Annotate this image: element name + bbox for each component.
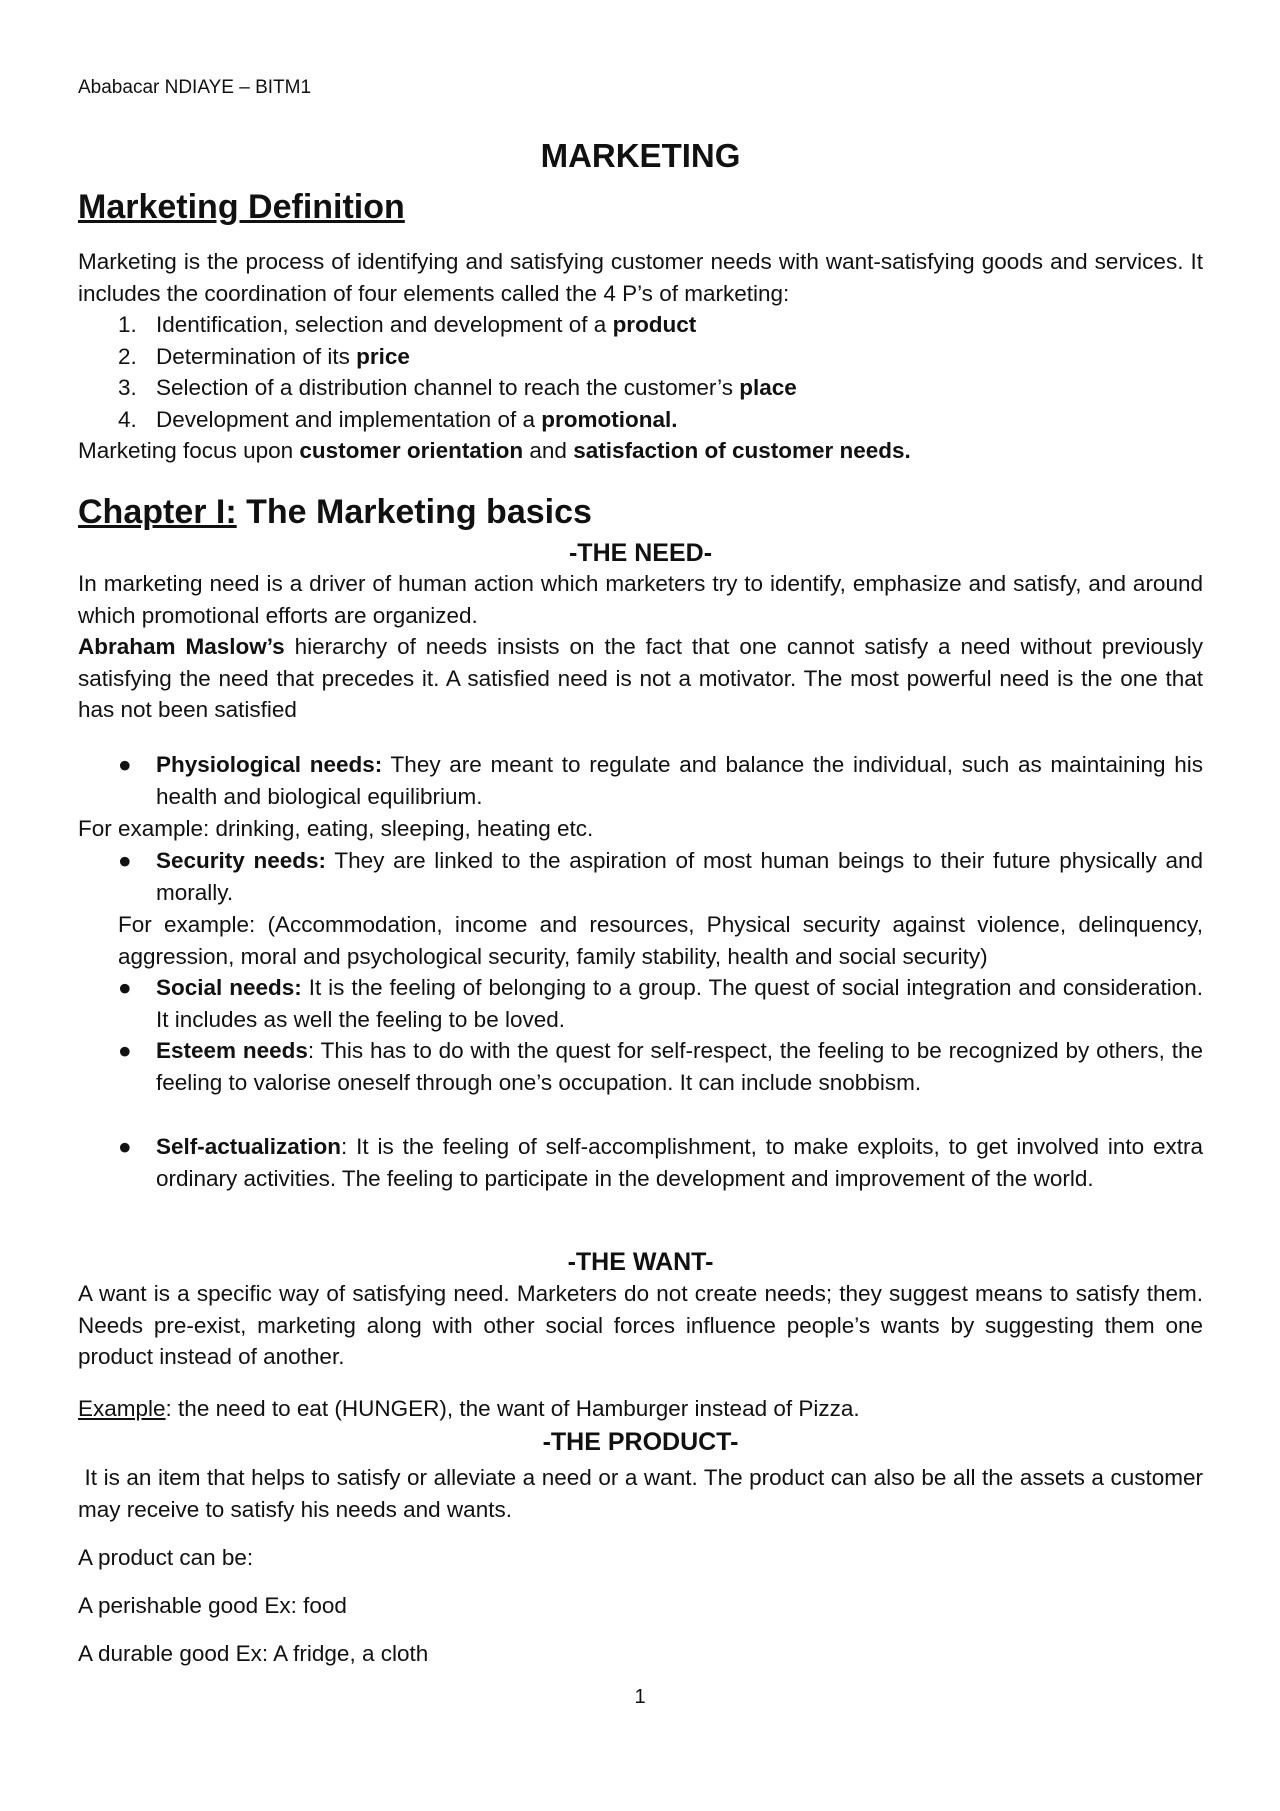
need-paragraph: In marketing need is a driver of human action which marketers try to identify, emphasize and satisfy, and around which promotional efforts are organized.: [78, 571, 1203, 628]
chapter-heading: Chapter I: The Marketing basics: [78, 493, 592, 531]
product-durable: A durable good Ex: A fridge, a cloth: [78, 1641, 429, 1666]
definition-heading: [78, 186, 405, 228]
needs-list-self-actualization: [78, 1131, 1203, 1194]
definition-focus: Marketing focus upon customer orientation and satisfaction of customer needs.: [78, 438, 911, 463]
list-item: ● Physiological needs: They are meant to regulate and balance the individual, such as maintaining his health and biological equilibrium.: [118, 752, 1203, 809]
list-item: ● Security needs: They are linked to the aspiration of most human beings to their future physically and morally.: [118, 848, 1203, 905]
product-can-be: A product can be:: [78, 1545, 254, 1570]
list-item: 1. Identification, selection and development of a product: [118, 312, 697, 337]
needs-list-physiological: [78, 749, 1203, 812]
security-example: For example: (Accommodation, income and resources, Physical security against violence, delinquency, aggression, moral and psychological security, family stability, health and social security): [118, 912, 1203, 969]
product-perishable: A perishable good Ex: food: [78, 1593, 347, 1618]
definition-intro: Marketing is the process of identifying and satisfying customer needs with want-satisfying goods and services. It includes the coordination of four elements called the 4 P’s of marketing:: [78, 249, 1203, 306]
physiological-example: For example: drinking, eating, sleeping, heating etc.: [78, 816, 594, 841]
four-ps-list: [78, 309, 1203, 435]
list-item: 2. Determination of its price: [118, 343, 410, 369]
want-paragraph: A want is a specific way of satisfying need. Marketers do not create needs; they suggest means to satisfy them. Needs pre-exist, marketing along with other social forces influence people’s wants by suggesting them one product instead of another.: [78, 1281, 1203, 1369]
list-item: 3. Selection of a distribution channel to reach the customer’s place: [118, 375, 797, 400]
need-heading: -THE NEED-: [568, 539, 713, 567]
needs-list-security: [78, 845, 1203, 908]
needs-list-social-esteem: [78, 972, 1203, 1098]
document-title: MARKETING: [540, 137, 741, 174]
list-item: ● Self-actualization: It is the feeling of self-accomplishment, to make exploits, to get involved into extra ordinary activities. The feeling to participate in the development and improvement of the world.: [118, 1134, 1203, 1191]
product-heading: -THE PRODUCT-: [542, 1428, 739, 1456]
want-heading: -THE WANT-: [567, 1248, 714, 1276]
list-item: ● Social needs: It is the feeling of belonging to a group. The quest of social integration and consideration. It includes as well the feeling to be loved.: [118, 975, 1203, 1032]
page-number: 1: [634, 1686, 646, 1708]
product-paragraph: It is an item that helps to satisfy or alleviate a need or a want. The product can also be all the assets a customer may receive to satisfy his needs and wants.: [78, 1465, 1210, 1522]
maslow-paragraph: Abraham Maslow’s hierarchy of needs insists on the fact that one cannot satisfy a need without previously satisfying the need that precedes it. A satisfied need is not a motivator. The most powerful need is the one that has not been satisfied: [78, 634, 1203, 722]
page-header: Ababacar NDIAYE – BITM1: [78, 77, 312, 98]
list-item: 4. Development and implementation of a promotional.: [118, 406, 678, 432]
want-example: Example: the need to eat (HUNGER), the want of Hamburger instead of Pizza.: [78, 1396, 860, 1421]
list-item: ● Esteem needs: This has to do with the quest for self-respect, the feeling to be recognized by others, the feeling to valorise oneself through one’s occupation. It can include snobbism.: [118, 1038, 1204, 1095]
definition-heading-text: Marketing Definition: [78, 188, 405, 226]
